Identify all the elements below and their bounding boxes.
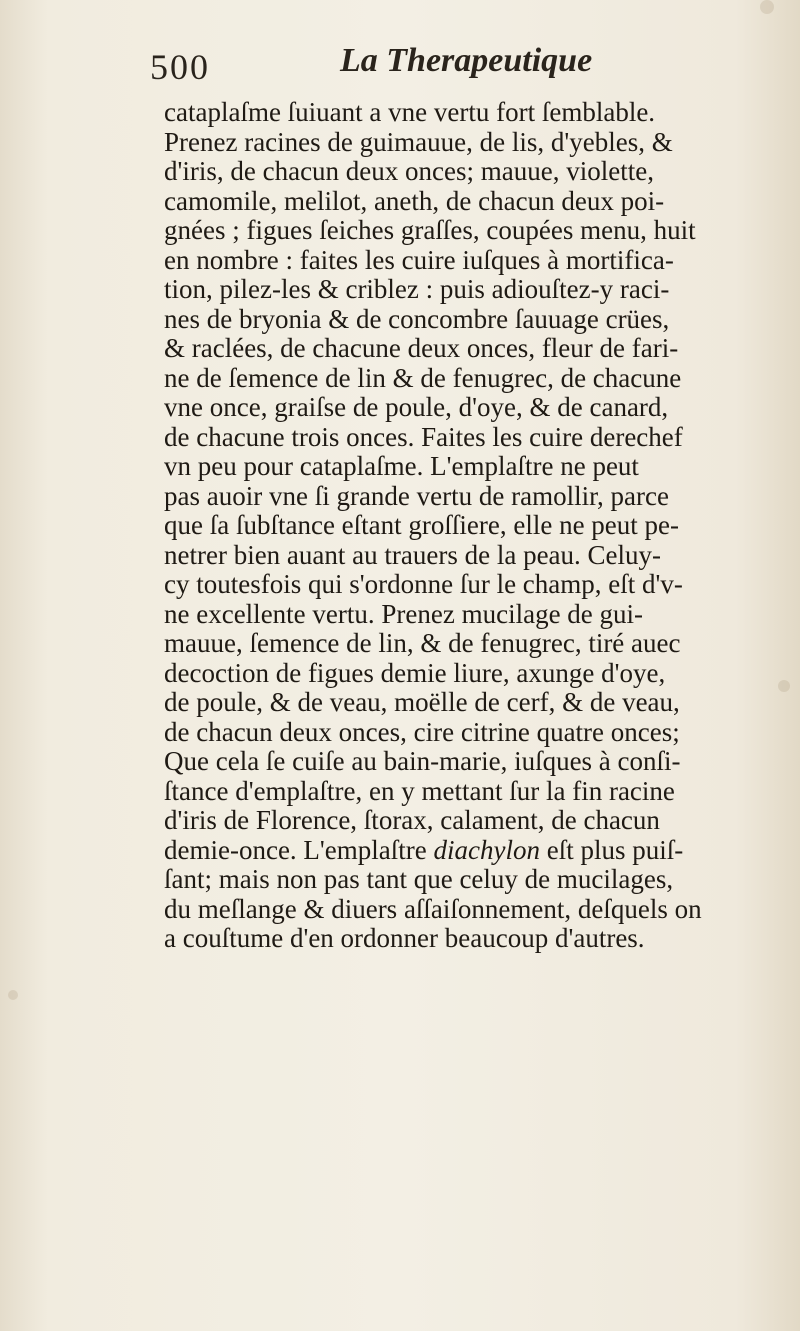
body-text bbox=[164, 98, 764, 954]
text-line: en nombre : faites les cuire iuſques à mortifica- bbox=[164, 244, 674, 275]
text-line: a couſtume d'en ordonner beaucoup d'autres. bbox=[164, 923, 645, 953]
text-line: que ſa ſubſtance eſtant groſſiere, elle ne peut pe- bbox=[164, 510, 680, 540]
paper-stain bbox=[760, 0, 774, 14]
text-line: du meſlange & diuers aſſaiſonnement, deſquels on bbox=[164, 893, 702, 924]
text-line: vn peu pour cataplaſme. L'emplaſtre ne peut bbox=[164, 451, 639, 481]
text-line: ne de ſemence de lin & de fenugrec, de chacune bbox=[164, 362, 682, 393]
text-line: ſtance d'emplaſtre, en y mettant ſur la fin racine bbox=[164, 775, 675, 806]
text-line: cy toutesfois qui s'ordonne ſur le champ, eſt d'v- bbox=[164, 569, 683, 599]
text-line: pas auoir vne ſi grande vertu de ramollir, parce bbox=[164, 480, 669, 511]
text-line: decoction de figues demie liure, axunge d'oye, bbox=[164, 657, 666, 688]
text-line: de poule, & de veau, moëlle de cerf, & de veau, bbox=[164, 687, 680, 717]
italic-term: diachylon bbox=[433, 834, 540, 865]
text-segment: demie-once. L'emplaſtre bbox=[164, 834, 427, 865]
paper-stain bbox=[778, 680, 790, 692]
text-line: d'iris de Florence, ſtorax, calament, de chacun bbox=[164, 805, 660, 835]
text-line: netrer bien auant au trauers de la peau. Celuy- bbox=[164, 539, 662, 570]
text-line: de chacun deux onces, cire citrine quatre onces; bbox=[164, 716, 680, 747]
text-line: Que cela ſe cuiſe au bain-marie, iuſques à conſi- bbox=[164, 746, 681, 776]
running-title: La Therapeutique bbox=[340, 42, 593, 79]
text-line: vne once, graiſse de poule, d'oye, & de canard, bbox=[164, 392, 669, 422]
text-line: cataplaſme ſuiuant a vne vertu fort ſemblable. bbox=[164, 97, 656, 127]
text-line: de chacune trois onces. Faites les cuire derechef bbox=[164, 421, 683, 452]
text-line: d'iris, de chacun deux onces; mauue, violette, bbox=[164, 156, 654, 186]
text-line: gnées ; figues ſeiches graſſes, coupées menu, huit bbox=[164, 215, 696, 245]
page-number: 500 bbox=[150, 47, 210, 87]
text-line: tion, pilez-les & criblez : puis adiouſtez-y raci- bbox=[164, 274, 670, 304]
text-line: Prenez racines de guimauue, de lis, d'yebles, & bbox=[164, 126, 673, 157]
page-header bbox=[150, 38, 750, 94]
text-line-mixed bbox=[164, 836, 764, 866]
text-line: nes de bryonia & de concombre ſauuage crües, bbox=[164, 303, 670, 334]
text-segment: eſt plus puiſ- bbox=[539, 834, 684, 865]
text-line: mauue, ſemence de lin, & de fenugrec, tiré auec bbox=[164, 628, 681, 658]
paper-stain bbox=[8, 990, 18, 1000]
text-line: camomile, melilot, aneth, de chacun deux poi- bbox=[164, 185, 665, 216]
text-line: & raclées, de chacune deux onces, fleur de fari- bbox=[164, 333, 679, 363]
text-line: ne excellente vertu. Prenez mucilage de gui- bbox=[164, 598, 644, 629]
text-line: ſant; mais non pas tant que celuy de mucilages, bbox=[164, 864, 674, 894]
